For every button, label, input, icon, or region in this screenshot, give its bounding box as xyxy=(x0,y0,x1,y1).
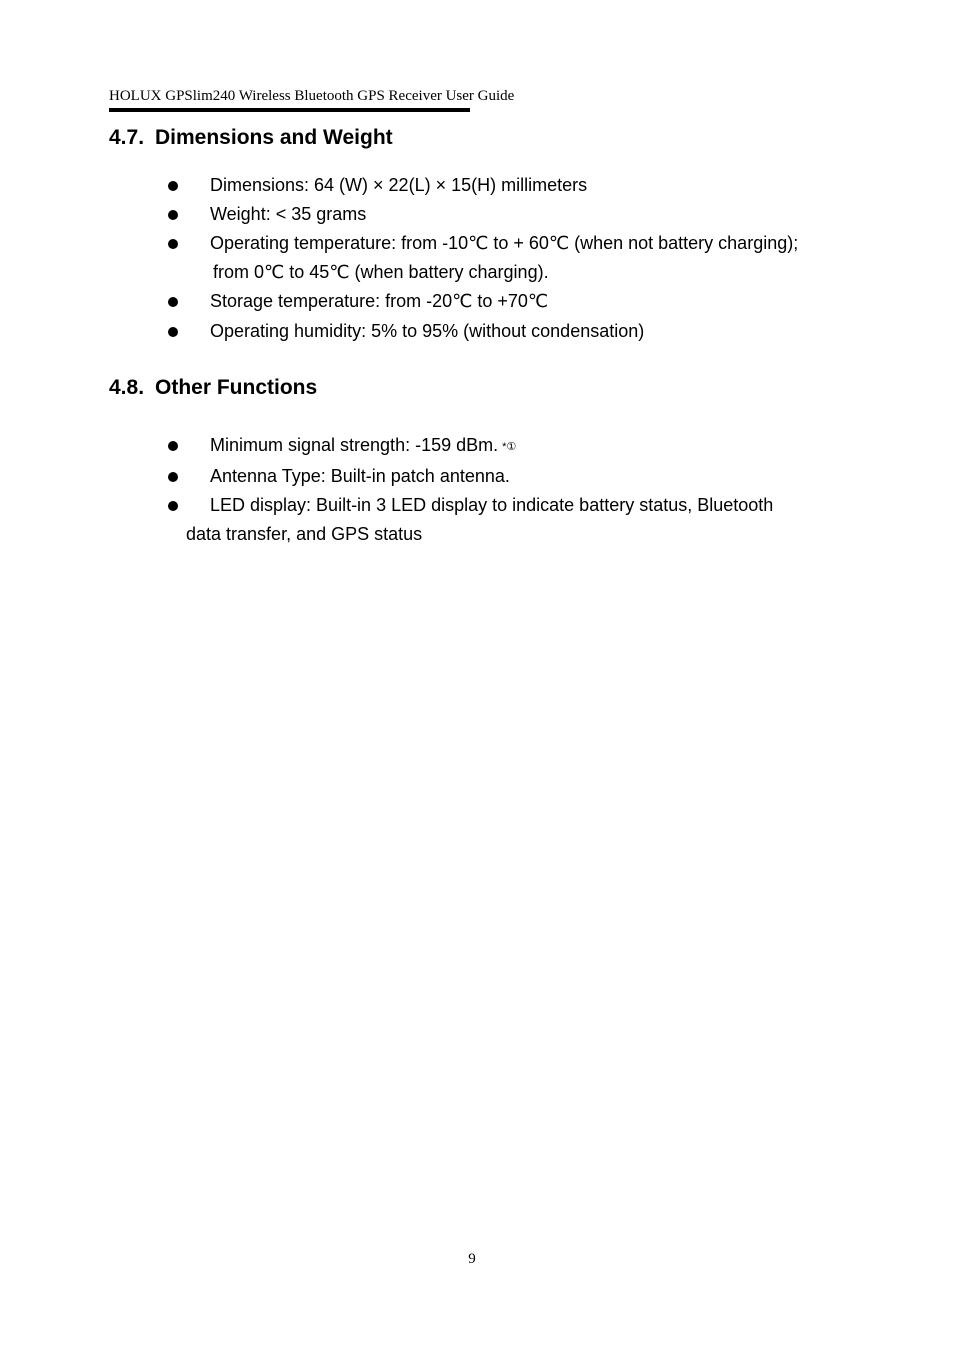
list-item-text: Operating humidity: 5% to 95% (without condensation) xyxy=(210,321,645,341)
list-item-operating-temperature xyxy=(0,229,798,287)
bullet-icon xyxy=(168,239,178,249)
list-item-continuation: data transfer, and GPS status xyxy=(186,524,423,544)
list-item-text: Dimensions: 64 (W) × 22(L) × 15(H) millimeters xyxy=(210,175,588,195)
bullet-icon xyxy=(168,210,178,220)
bullet-icon xyxy=(168,501,178,511)
list-item-weight xyxy=(0,200,798,229)
running-header: HOLUX GPSlim240 Wireless Bluetooth GPS Receiver User Guide xyxy=(109,88,515,104)
list-item-dimensions xyxy=(0,171,798,200)
page-number: 9 xyxy=(468,1251,476,1267)
list-item-antenna xyxy=(0,462,773,491)
bullet-icon xyxy=(168,441,178,451)
list-item-text: Storage temperature: from -20℃ to +70℃ xyxy=(210,291,549,311)
section-heading-dimensions xyxy=(109,125,393,151)
other-functions-list xyxy=(0,431,773,549)
dimensions-list xyxy=(0,171,798,346)
bullet-icon xyxy=(168,181,178,191)
list-item-text: Antenna Type: Built-in patch antenna. xyxy=(210,466,510,486)
list-item-text: LED display: Built-in 3 LED display to indicate battery status, Bluetooth xyxy=(210,495,774,515)
section-title: Dimensions and Weight xyxy=(155,126,393,149)
bullet-icon xyxy=(168,297,178,307)
list-item-signal-strength xyxy=(0,431,773,462)
list-item-continuation: from 0℃ to 45℃ (when battery charging). xyxy=(213,262,549,282)
bullet-icon xyxy=(168,327,178,337)
section-heading-other-functions xyxy=(109,375,317,401)
header-rule xyxy=(109,108,470,112)
section-number: 4.8. xyxy=(109,376,145,399)
footnote-mark: *① xyxy=(502,441,517,453)
list-item-led-display xyxy=(0,491,773,549)
list-item-text: Weight: < 35 grams xyxy=(210,204,367,224)
list-item-humidity xyxy=(0,317,798,346)
list-item-text: Operating temperature: from -10℃ to + 60℃ (when not battery charging); xyxy=(210,233,799,253)
list-item-text: Minimum signal strength: -159 dBm. xyxy=(210,435,499,455)
list-item-storage-temperature xyxy=(0,287,798,316)
section-number: 4.7. xyxy=(109,126,145,149)
section-title: Other Functions xyxy=(155,376,318,399)
bullet-icon xyxy=(168,472,178,482)
